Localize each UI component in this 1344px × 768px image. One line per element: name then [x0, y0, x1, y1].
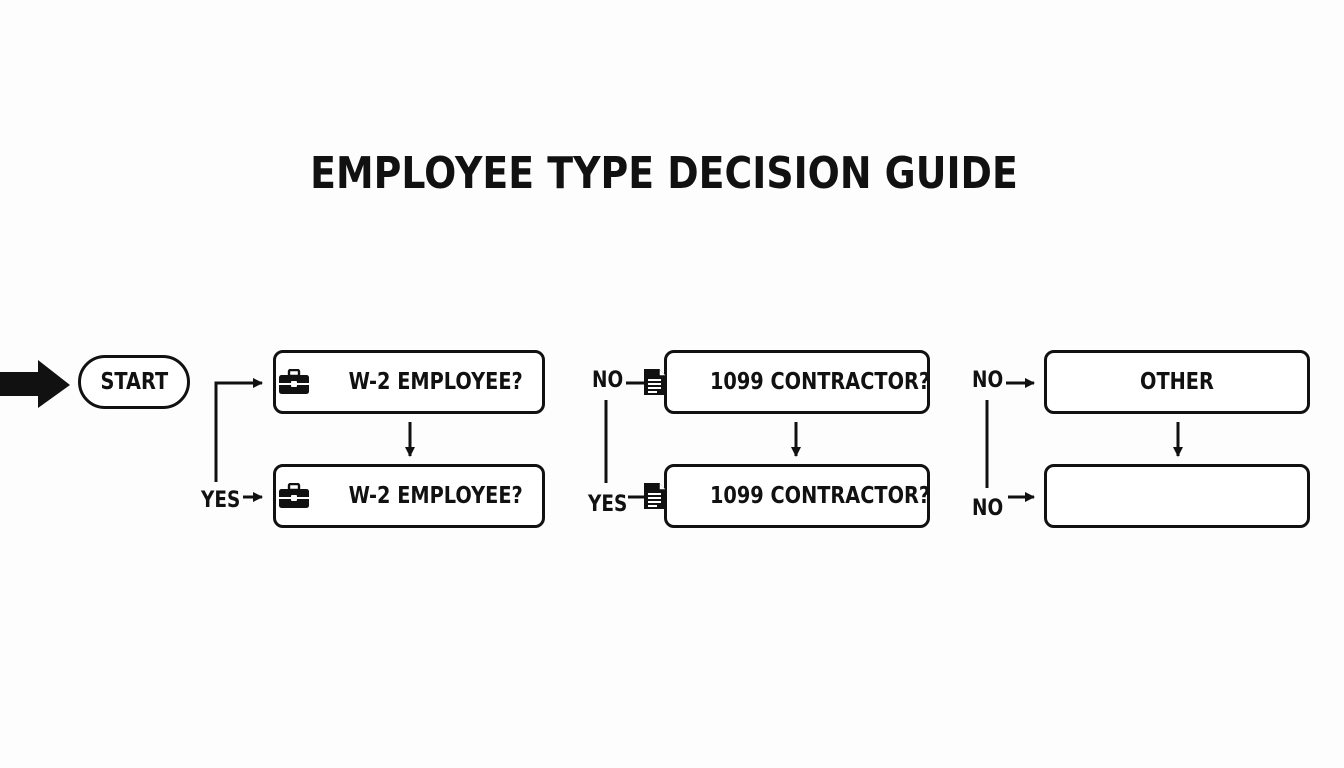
briefcase-icon	[278, 483, 310, 509]
edge-label-no-other-top: NO	[972, 368, 1004, 393]
document-icon	[643, 482, 667, 510]
contractor-1099-decision-bottom[interactable]	[664, 464, 930, 528]
edge-label-yes-1099: YES	[588, 492, 628, 517]
w2-top-label: W-2 EMPLOYEE?	[348, 369, 524, 395]
briefcase-icon	[278, 369, 310, 395]
start-label: START	[100, 369, 168, 395]
edge-label-yes-w2: YES	[201, 488, 241, 513]
edge-label-no-other-bottom: NO	[972, 496, 1004, 521]
edge-label-no-1099: NO	[592, 368, 624, 393]
entry-arrow	[0, 360, 70, 408]
start-node[interactable]	[78, 355, 190, 409]
w2-employee-decision-bottom[interactable]	[273, 464, 545, 528]
contractor-1099-decision-top[interactable]	[664, 350, 930, 414]
c1099-top-label: 1099 CONTRACTOR?	[709, 369, 931, 395]
other-node[interactable]	[1044, 350, 1310, 414]
other-label: OTHER	[1140, 369, 1214, 395]
c1099-bottom-label: 1099 CONTRACTOR?	[709, 483, 931, 509]
document-icon	[643, 368, 667, 396]
empty-node[interactable]	[1044, 464, 1310, 528]
connector-yes-w2-trunk	[216, 383, 262, 482]
w2-bottom-label: W-2 EMPLOYEE?	[348, 483, 524, 509]
diagram-title: EMPLOYEE TYPE DECISION GUIDE	[310, 148, 1018, 199]
w2-employee-decision-top[interactable]	[273, 350, 545, 414]
